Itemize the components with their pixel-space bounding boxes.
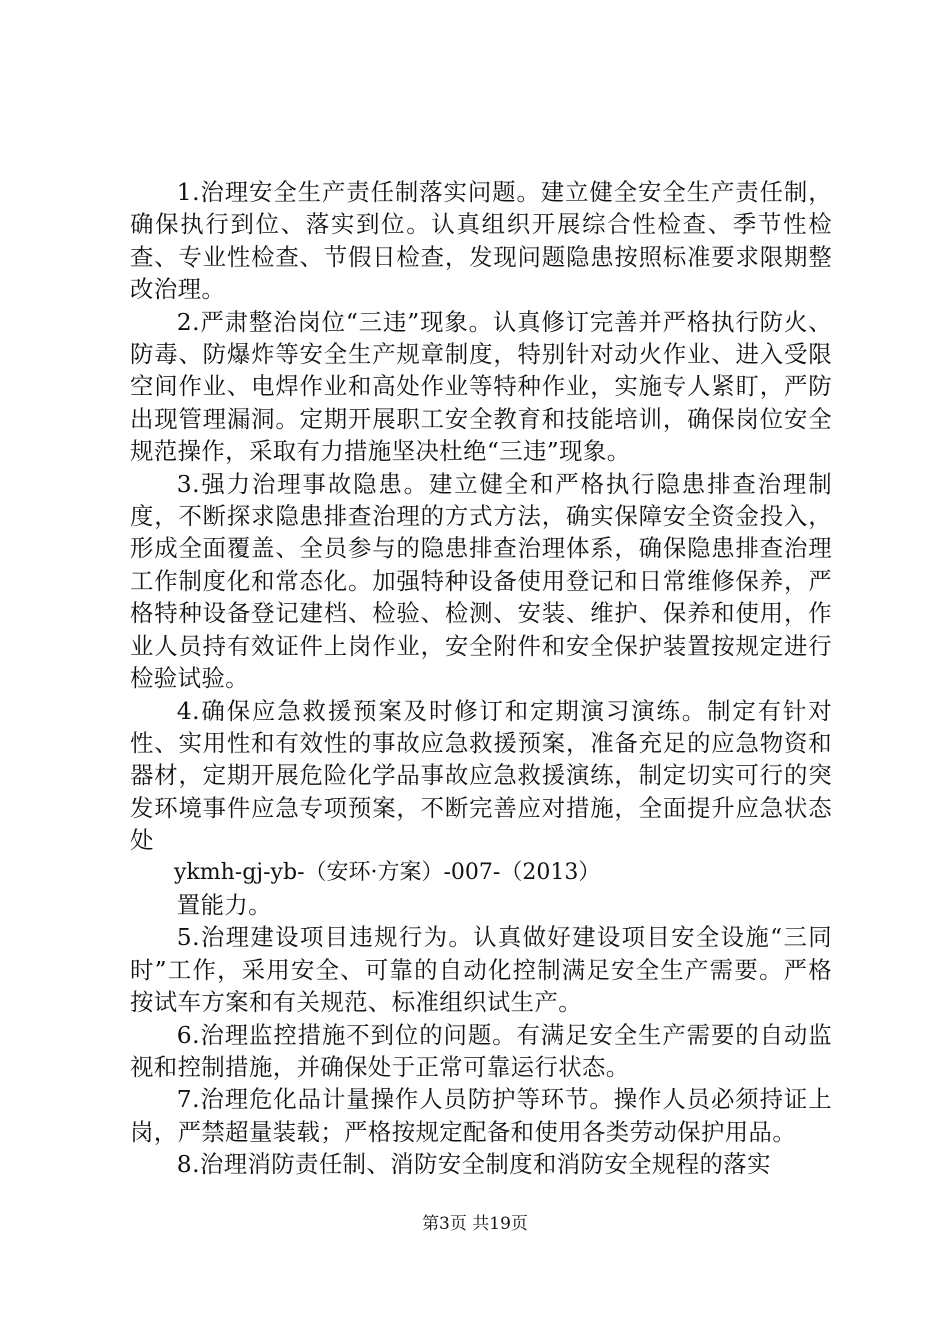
document-code-line: ykmh-gj-yb-（安环·方案）-007-（2013） (174, 859, 601, 885)
paragraph-item-6: 6.治理监控措施不到位的问题。有满足安全生产需要的自动监视和控制措施，并确保处于正常可靠运行状态。 (130, 1020, 832, 1081)
paragraph-item-7: 7.治理危化品计量操作人员防护等环节。操作人员必须持证上岗，严禁超量装载；严格按规定配备和使用各类劳动保护用品。 (130, 1085, 832, 1146)
paragraph-continuation: 置能力。 (176, 890, 272, 919)
paragraph-item-8: 8.治理消防责任制、消防安全制度和消防安全规程的落实 (176, 1150, 771, 1179)
paragraph-item-5: 5.治理建设项目违规行为。认真做好建设项目安全设施“三同时”工作，采用安全、可靠的自动化控制满足安全生产需要。严格按试车方案和有关规范、标准组织试生产。 (130, 923, 832, 1017)
paragraph-item-1: 1.治理安全生产责任制落实问题。建立健全安全生产责任制，确保执行到位、落实到位。认真组织开展综合性检查、季节性检查、专业性检查、节假日检查，发现问题隐患按照标准要求限期整改治理。 (130, 178, 832, 304)
page-number-footer: 第3页 共19页 (422, 1214, 528, 1234)
document-body (130, 176, 832, 1181)
paragraph-item-4: 4.确保应急救援预案及时修订和定期演习演练。制定有针对性、实用性和有效性的事故应急救援预案，准备充足的应急物资和器材，定期开展危险化学品事故应急救援演练，制定切实可行的突发环境事件应急专项预案，不断完善应对措施，全面提升应急状态处 (130, 696, 832, 855)
paragraph-item-3: 3.强力治理事故隐患。建立健全和严格执行隐患排查治理制度，不断探求隐患排查治理的方式方法，确实保障安全资金投入，形成全面覆盖、全员参与的隐患排查治理体系，确保隐患排查治理工作制度化和常态化。加强特种设备使用登记和日常维修保养，严格特种设备登记建档、检验、检测、安装、维护、保养和使用，作业人员持有效证件上岗作业，安全附件和安全保护装置按规定进行检验试验。 (130, 469, 832, 693)
paragraph-item-2: 2.严肃整治岗位“三违”现象。认真修订完善并严格执行防火、防毒、防爆炸等安全生产规章制度，特别针对动火作业、进入受限空间作业、电焊作业和高处作业等特种作业，实施专人紧盯，严防出现管理漏洞。定期开展职工安全教育和技能培训，确保岗位安全规范操作，采取有力措施坚决杜绝“三违”现象。 (130, 307, 832, 466)
